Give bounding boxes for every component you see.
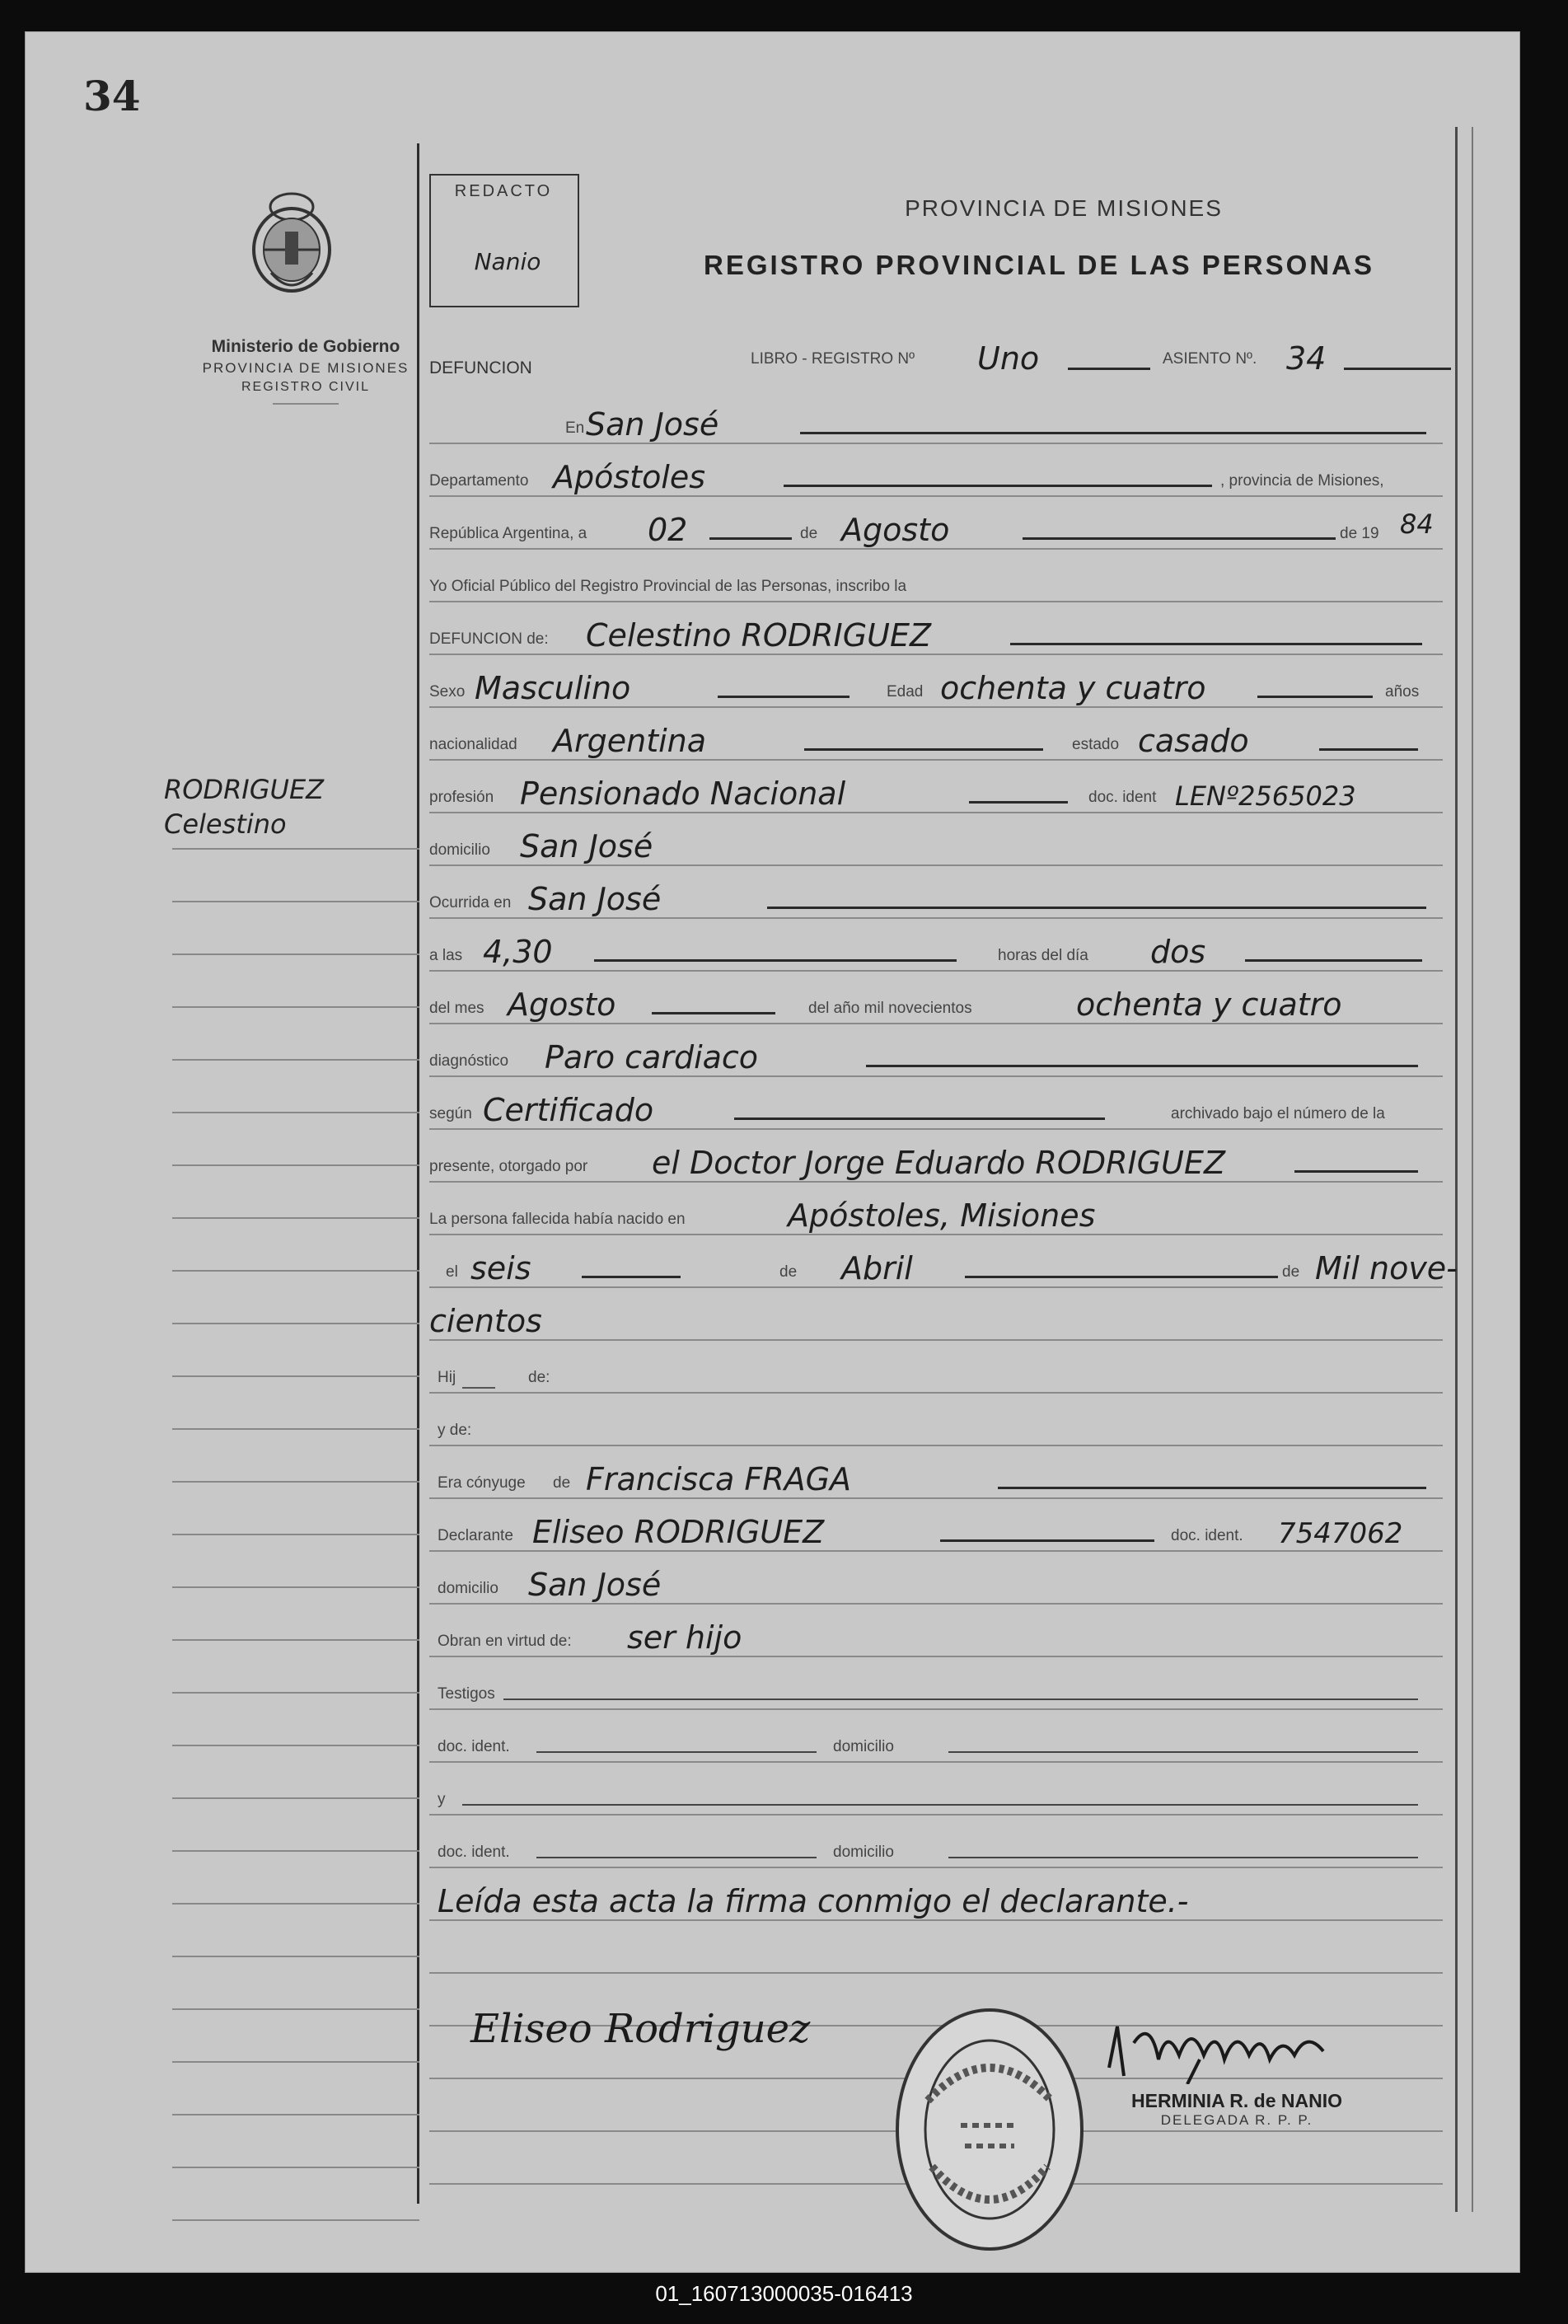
domicilio-label: domicilio (429, 841, 490, 859)
hij-dash (462, 1387, 495, 1389)
profesion-value: Pensionado Nacional (520, 775, 846, 812)
decl-dom-value: San José (528, 1567, 662, 1603)
de-label: de (800, 525, 818, 542)
t1-doc-label: doc. ident. (438, 1738, 510, 1755)
decl-dom-label: domicilio (438, 1580, 498, 1597)
register-page (25, 31, 1520, 2273)
row-sexo-edad (429, 665, 1443, 713)
libro-label: LIBRO - REGISTRO Nº (751, 350, 915, 368)
estado-dash (1319, 748, 1418, 751)
margin-rule-line (172, 2167, 419, 2168)
row-testigos (429, 1667, 1443, 1715)
ministry-heading (149, 337, 462, 405)
sexo-label: Sexo (429, 683, 466, 700)
departamento-value: Apóstoles (553, 459, 706, 495)
row-t1-doc (429, 1720, 1443, 1768)
nac-de-label: de (779, 1263, 798, 1281)
hora-dash (594, 959, 957, 962)
official-block (1088, 2090, 1385, 2129)
month-dash (1023, 537, 1336, 540)
row-oficial (429, 560, 1443, 607)
nac-de-label-2: de (1282, 1263, 1300, 1281)
estado-value: casado (1138, 723, 1249, 759)
margin-rule-line (172, 1745, 419, 1746)
mes-dash (652, 1012, 775, 1014)
asiento-dash (1344, 368, 1451, 370)
decl-doc-label: doc. ident. (1171, 1527, 1243, 1544)
closing-text: Leída esta acta la firma conmigo el declarante.- (438, 1883, 1189, 1919)
row-y (429, 1773, 1443, 1820)
margin-rule-line (172, 2061, 419, 2063)
segun-dash (734, 1117, 1105, 1120)
profesion-dash (969, 801, 1068, 804)
row-nacido (429, 1192, 1443, 1240)
archivado-label: archivado bajo el número de la (1171, 1105, 1385, 1122)
segun-value: Certificado (483, 1092, 654, 1128)
edad-label: Edad (887, 683, 924, 700)
de19-label: de 19 (1340, 525, 1379, 542)
margin-rule-line (172, 1112, 419, 1113)
nac-mes-dash (965, 1276, 1278, 1278)
docident-label: doc. ident (1088, 789, 1157, 806)
margin-rule-line (172, 1270, 419, 1272)
obran-value: ser hijo (627, 1619, 742, 1656)
mes-value: Agosto (508, 986, 616, 1023)
margin-rule-line (172, 1375, 419, 1377)
declarant-signature: Eliseo Rodriguez (470, 2006, 811, 2052)
day-value: 02 (648, 512, 688, 548)
margin-rule-line (172, 1164, 419, 1166)
en-label: En (565, 419, 585, 437)
margin-rule-line (172, 848, 419, 850)
ministry-province: PROVINCIA DE MISIONES (202, 360, 410, 376)
row-diagnostico (429, 1034, 1443, 1082)
sexo-dash (718, 696, 850, 698)
nac-ano-value-1: Mil nove- (1315, 1250, 1458, 1286)
declarante-value: Eliseo RODRIGUEZ (532, 1514, 825, 1550)
row-departamento (429, 454, 1443, 502)
nac-ano-value-2: cientos (429, 1303, 542, 1339)
el-label: el (446, 1263, 458, 1281)
diagnostico-label: diagnóstico (429, 1052, 509, 1070)
row-ocurrida (429, 876, 1443, 924)
asiento-value: 34 (1286, 340, 1327, 377)
ocurrida-dash (767, 907, 1426, 909)
libro-dash (1068, 368, 1150, 370)
margin-rule-line (172, 2114, 419, 2115)
ministry-registry: REGISTRO CIVIL (241, 380, 371, 394)
margin-rule-line (172, 1850, 419, 1852)
libro-value: Uno (977, 340, 1040, 377)
margin-rule-line (172, 1903, 419, 1905)
conyuge-value: Francisca FRAGA (586, 1461, 852, 1497)
margin-rule-line (172, 1639, 419, 1641)
row-defuncion (429, 612, 1443, 660)
oficial-text: Yo Oficial Público del Registro Provincial de las Personas, inscribo la (429, 578, 907, 595)
row-hora (429, 929, 1443, 977)
nac-dia-dash (582, 1276, 681, 1278)
margin-rule-line (172, 901, 419, 902)
column-divider (417, 143, 419, 2204)
testigos-dash (503, 1698, 1418, 1700)
docident-value: LENº2565023 (1175, 780, 1356, 812)
row-closing (429, 1878, 1443, 1926)
row-decl-domicilio (429, 1562, 1443, 1609)
row-nac-fecha (429, 1245, 1458, 1293)
margin-rule-line (172, 1006, 419, 1008)
conyuge-dash (998, 1487, 1426, 1489)
y-label: y (438, 1791, 446, 1808)
margin-rule-line (172, 2219, 419, 2221)
defuncion-value: Celestino RODRIGUEZ (586, 617, 932, 654)
margin-rule-line (172, 953, 419, 955)
act-type: DEFUNCION (429, 358, 532, 377)
anos-label: años (1385, 683, 1420, 700)
coat-of-arms-icon (238, 182, 345, 306)
horas-label: horas del día (998, 947, 1088, 964)
page-number: 34 (83, 72, 141, 120)
row-fecha (429, 507, 1443, 555)
t2-doc-label: doc. ident. (438, 1844, 510, 1861)
ocurrida-value: San José (528, 881, 662, 917)
sexo-value: Masculino (475, 670, 631, 706)
nacionalidad-label: nacionalidad (429, 736, 517, 753)
presente-value: el Doctor Jorge Eduardo RODRIGUEZ (652, 1145, 1225, 1181)
row-presente (429, 1140, 1443, 1188)
testigos-label: Testigos (438, 1685, 495, 1703)
row-conyuge (429, 1456, 1443, 1504)
t1-dom-dash (948, 1751, 1418, 1753)
dia-dash (1245, 959, 1422, 962)
footer-reference: 01_160713000035-016413 (655, 2281, 913, 2306)
diagnostico-dash (866, 1065, 1418, 1067)
hij-de-label: de: (528, 1369, 550, 1386)
margin-rule-line (172, 1481, 419, 1483)
declarante-label: Declarante (438, 1527, 513, 1544)
row-profesion (429, 771, 1443, 818)
margin-rule-line (172, 1428, 419, 1430)
row-t2-doc (429, 1825, 1443, 1873)
departamento-dash (784, 485, 1212, 487)
margin-rule-line (172, 2272, 419, 2273)
conyuge-label: Era cónyuge (438, 1474, 526, 1492)
row-nacionalidad (429, 718, 1443, 766)
t2-doc-dash (536, 1857, 817, 1858)
nacionalidad-dash (804, 748, 1043, 751)
official-name: HERMINIA R. de NANIO (1131, 2090, 1342, 2111)
registry-title: REGISTRO PROVINCIAL DE LAS PERSONAS (704, 250, 1374, 280)
conyuge-de-label: de (553, 1474, 571, 1492)
province-title: PROVINCIA DE MISIONES (905, 195, 1223, 221)
margin-rule-line (172, 1217, 419, 1219)
margin-rule-line (172, 1956, 419, 1957)
delmes-label: del mes (429, 1000, 484, 1017)
edad-dash (1257, 696, 1373, 698)
official-signature-icon (1101, 2010, 1348, 2084)
ano-value: ochenta y cuatro (1076, 986, 1342, 1023)
t2-dom-dash (948, 1857, 1418, 1858)
redacto-name: Nanio (474, 248, 541, 275)
margin-rule-line (172, 1797, 419, 1799)
margin-rule-line (172, 1323, 419, 1324)
day-dash (709, 537, 792, 540)
redacto-label: REDACTO (454, 182, 553, 200)
margin-rule-line (172, 1059, 419, 1061)
y-dash (462, 1804, 1418, 1806)
en-value: San José (586, 406, 719, 443)
presente-dash (1294, 1170, 1418, 1173)
right-border-line-outer (1472, 127, 1473, 2212)
nac-mes-value: Abril (841, 1250, 913, 1286)
year-value: 84 (1400, 508, 1434, 540)
registry-stamp-icon (891, 2002, 1088, 2257)
nacido-label: La persona fallecida había nacido en (429, 1211, 686, 1228)
row-declarante (429, 1509, 1443, 1557)
nacionalidad-value: Argentina (553, 723, 707, 759)
provincia-label: , provincia de Misiones, (1220, 472, 1384, 490)
libro-asiento-row (751, 339, 1451, 380)
hij-label: Hij (438, 1369, 456, 1386)
en-dash (800, 432, 1426, 434)
t2-dom-label: domicilio (833, 1844, 894, 1861)
t1-doc-dash (536, 1751, 817, 1753)
row-mes-ano (429, 982, 1443, 1029)
margin-surname: RODRIGUEZ (164, 774, 325, 805)
ministry-rule (273, 403, 339, 405)
profesion-label: profesión (429, 789, 494, 806)
margin-firstname: Celestino (164, 808, 287, 840)
row-nac-ano-cont (429, 1298, 1443, 1346)
t1-dom-label: domicilio (833, 1738, 894, 1755)
nac-dia-value: seis (470, 1250, 531, 1286)
row-segun (429, 1087, 1443, 1135)
diagnostico-value: Paro cardiaco (545, 1039, 759, 1075)
row-hij (429, 1351, 1443, 1399)
defuncion-label: DEFUNCION de: (429, 630, 549, 648)
departamento-label: Departamento (429, 472, 529, 490)
dia-value: dos (1150, 934, 1206, 970)
yde-label: y de: (438, 1422, 472, 1439)
row-en (429, 401, 1443, 449)
alas-label: a las (429, 947, 463, 964)
segun-label: según (429, 1105, 472, 1122)
defuncion-dash (1010, 643, 1422, 645)
hora-value: 4,30 (483, 934, 553, 970)
row-obran (429, 1614, 1443, 1662)
declarante-dash (940, 1539, 1154, 1542)
domicilio-value: San José (520, 828, 653, 864)
decl-doc-value: 7547062 (1278, 1517, 1403, 1550)
margin-rule-line (172, 1692, 419, 1694)
right-border-line (1455, 127, 1458, 2212)
margin-rule-line (172, 1586, 419, 1588)
edad-value: ochenta y cuatro (940, 670, 1206, 706)
nacido-value: Apóstoles, Misiones (788, 1197, 1096, 1234)
row-domicilio (429, 823, 1443, 871)
ocurrida-label: Ocurrida en (429, 894, 512, 911)
obran-label: Obran en virtud de: (438, 1633, 572, 1650)
asiento-label: ASIENTO Nº. (1163, 350, 1257, 368)
row-yde (429, 1403, 1443, 1451)
ministry-name: Ministerio de Gobierno (211, 337, 400, 356)
estado-label: estado (1072, 736, 1120, 753)
row-blank-1 (429, 1931, 1443, 1979)
presente-label: presente, otorgado por (429, 1158, 588, 1175)
margin-rule-line (172, 2008, 419, 2010)
margin-rule-line (172, 1534, 419, 1535)
month-value: Agosto (841, 512, 950, 548)
republica-label: República Argentina, a (429, 525, 587, 542)
official-title: DELEGADA R. P. P. (1160, 2112, 1313, 2128)
delano-label: del año mil novecientos (808, 1000, 972, 1017)
